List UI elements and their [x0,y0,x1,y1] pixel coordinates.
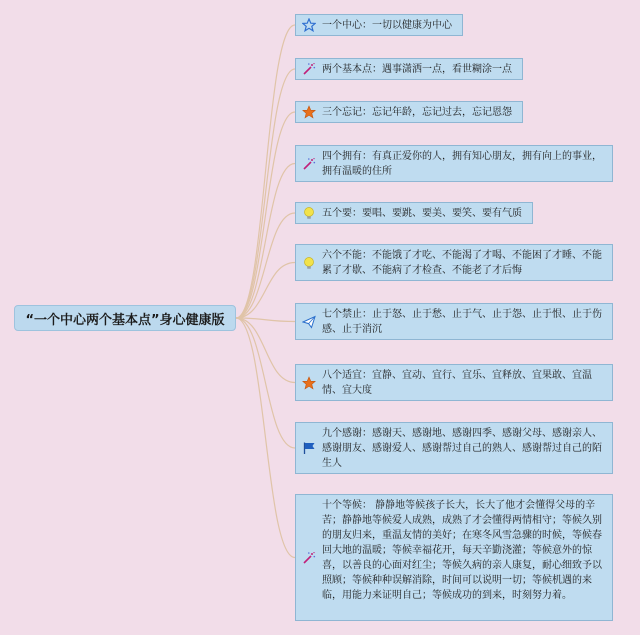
topic-text: 一个中心：一切以健康为中心 [322,20,452,31]
topic-text: 五个要：要唱、要跳、要美、要笑、要有气质 [322,208,522,219]
topic-node[interactable] [295,145,613,182]
topic-text: 八个适宜：宜静、宜动、宜行、宜乐、宜释放、宜果敢、宜温情、宜大度 [322,370,592,396]
topic-node[interactable] [295,494,613,621]
topic-node[interactable] [295,422,613,474]
topic-text: 两个基本点：遇事潇洒一点，看世糊涂一点 [322,64,512,75]
topic-text: 九个感谢：感谢天、感谢地、感谢四季、感谢父母、感谢亲人、感谢朋友、感谢爱人、感谢帮过自己的熟人、感谢帮过自己的陌生人 [322,428,602,469]
topic-node[interactable] [295,244,613,281]
magic-wand-icon [302,157,316,171]
magic-wand-icon [302,62,316,76]
lightbulb-icon [302,206,316,220]
lightbulb-icon [302,256,316,270]
connector-line [236,213,295,318]
connector-line [236,112,295,318]
topic-text: 四个拥有：有真正爱你的人，拥有知心朋友，拥有向上的事业，拥有温暖的住所 [322,151,602,177]
connector-line [236,69,295,318]
topic-text: 六个不能：不能饿了才吃、不能渴了才喝、不能困了才睡、不能累了才歇、不能病了才检查、不能老了才后悔 [322,250,602,276]
topic-node[interactable] [295,101,523,123]
connector-line [236,25,295,318]
flag-icon [302,441,316,455]
root-topic[interactable] [14,305,236,331]
topic-text: 三个忘记：忘记年龄，忘记过去，忘记恩怨 [322,107,512,118]
paper-plane-icon [302,315,316,329]
star-filled-icon [302,376,316,390]
star-filled-icon [302,105,316,119]
topic-node[interactable] [295,202,533,224]
connector-line [236,318,295,383]
topic-text: 十个等候： 静静地等候孩子长大，长大了他才会懂得父母的辛苦；静静地等候爱人成熟，成熟了才会懂得两情相守；等候久别的朋友归来，重温友情的美好；在寒冬风雪急骤的时候，等候春回大地的温暖；等候幸福花开，每天辛勤浇灌；等候意外的惊喜，以善良的心面对红尘；等候久病的亲人康复，耐心细致予以照顾；等候种种误解消除，时间可以说明一切；等候机遇的来临，用能力来证明自己；等候成功的到来，时刻努力着。 [322,500,602,601]
root-topic-title: “一个中心两个基本点”身心健康版 [25,312,225,328]
magic-wand-icon [302,551,316,565]
connector-line [236,318,295,558]
topic-node[interactable] [295,303,613,340]
topic-node[interactable] [295,14,463,36]
star-outline-icon [302,18,316,32]
topic-node[interactable] [295,58,523,80]
connector-line [236,318,295,448]
connector-line [236,164,295,319]
topic-node[interactable] [295,364,613,401]
topic-text: 七个禁止：止于怒、止于愁、止于气、止于怨、止于恨、止于伤感、止于消沉 [322,309,602,335]
